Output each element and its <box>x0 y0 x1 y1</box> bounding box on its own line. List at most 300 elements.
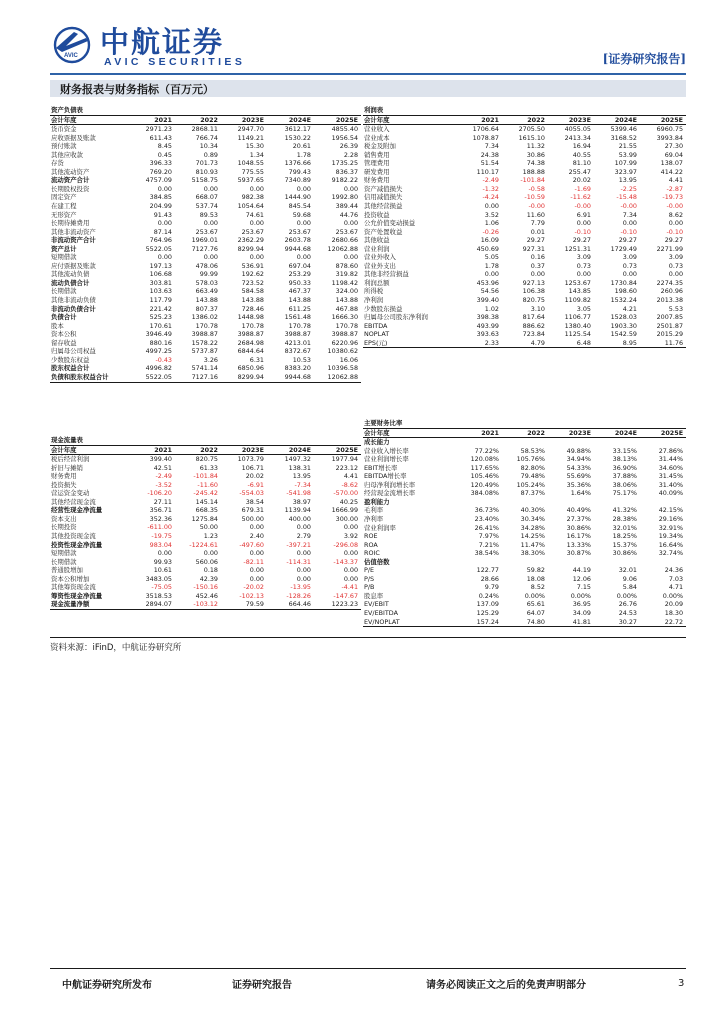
cell-value: -11.60 <box>197 480 218 489</box>
cell-value: 1706.64 <box>472 125 499 134</box>
cell-value: 2.40 <box>249 532 264 541</box>
cell-value: 13.95 <box>292 472 311 481</box>
cell-value: 878.60 <box>335 261 359 270</box>
cell-value: 2947.70 <box>237 125 264 134</box>
cell-value: 11.47% <box>520 540 545 549</box>
cell-value: 3483.05 <box>145 574 172 583</box>
row-label: 股本 <box>51 321 64 330</box>
table-row <box>50 339 361 348</box>
row-label: 其他流动负债 <box>51 270 90 279</box>
cell-value: 44.19 <box>572 566 591 575</box>
cell-value: 6960.75 <box>656 125 684 134</box>
cell-value: -147.67 <box>333 591 359 600</box>
cell-value: 399.40 <box>476 296 499 305</box>
cell-value: 3.26 <box>203 355 218 364</box>
cell-value: 54.33% <box>566 463 591 472</box>
cell-value: -296.08 <box>333 540 359 549</box>
cell-value: -3.52 <box>155 480 172 489</box>
cell-value: 478.06 <box>195 261 218 270</box>
table-row <box>50 464 361 473</box>
table-header-row <box>363 428 686 438</box>
cell-value: 26.41% <box>474 523 499 532</box>
cell-value: 3612.17 <box>284 125 311 134</box>
cell-value: 38.54 <box>245 497 264 506</box>
header-year: 2024E <box>267 445 314 455</box>
cell-value: 0.00 <box>484 202 499 211</box>
cash-flow-table <box>50 436 361 610</box>
table-row <box>50 558 361 567</box>
table-row <box>50 193 361 202</box>
cell-value: 5522.05 <box>129 373 175 382</box>
cell-value: 30.86% <box>566 523 591 532</box>
cell-value: 4.71 <box>668 583 684 592</box>
cell-value: 2015.29 <box>656 330 684 339</box>
table-row <box>50 270 361 279</box>
cell-value: 0.00 <box>343 566 359 575</box>
cell-value: 560.06 <box>195 557 218 566</box>
cell-value: 117.65% <box>470 463 499 472</box>
cell-value: 723.52 <box>241 278 264 287</box>
cell-value: 8.95 <box>594 339 640 348</box>
cell-value: 2274.35 <box>656 278 684 287</box>
cell-value <box>548 498 594 507</box>
cell-value: 170.78 <box>288 321 311 330</box>
cell-value: 81.10 <box>572 159 591 168</box>
cell-value: 7340.89 <box>284 176 311 185</box>
cell-value: 8372.67 <box>284 347 311 356</box>
cell-value: 1109.82 <box>564 296 591 305</box>
table-row <box>50 159 361 168</box>
cell-value: 3946.49 <box>145 330 172 339</box>
cell-value: 1561.48 <box>284 313 311 322</box>
cell-value: 40.09% <box>658 489 684 498</box>
row-label: 长期借款 <box>51 557 77 566</box>
cell-value: 398.38 <box>476 313 499 322</box>
table-row <box>50 279 361 288</box>
row-label: 经营性现金净流量 <box>51 506 103 515</box>
cell-value: 32.01% <box>612 523 637 532</box>
cell-value: -106.20 <box>147 489 172 498</box>
cell-value: 2894.07 <box>129 600 175 609</box>
row-label: 少数股东损益 <box>364 304 403 313</box>
table-header-row <box>363 115 686 125</box>
cell-value: -6.91 <box>247 480 264 489</box>
cell-value: 1.64% <box>570 489 591 498</box>
row-label: 营业利润 <box>364 244 390 253</box>
cell-value: 253.67 <box>241 227 264 236</box>
row-label: 营业利润率 <box>364 523 396 532</box>
cell-value: 0.00 <box>203 549 218 558</box>
cell-value: 18.30 <box>664 609 684 618</box>
cell-value: 8.45 <box>157 142 172 151</box>
cell-value: 120.08% <box>470 455 499 464</box>
row-label: 负债和股东权益合计 <box>50 373 129 382</box>
cell-value: 880.16 <box>149 338 172 347</box>
cell-value: 886.62 <box>522 321 545 330</box>
cell-value: 40.25 <box>339 497 359 506</box>
cell-value: 1448.98 <box>237 313 264 322</box>
cell-value: 2.33 <box>456 339 502 348</box>
cell-value: 34.28% <box>520 523 545 532</box>
table-row <box>50 373 361 382</box>
cell-value: 0.00 <box>296 219 311 228</box>
cell-value: 927.13 <box>522 278 545 287</box>
cell-value: -1.69 <box>574 184 591 193</box>
cell-value: 59.82 <box>526 566 545 575</box>
table-row <box>363 455 686 464</box>
cell-value: 74.61 <box>245 210 264 219</box>
table-row <box>363 618 686 627</box>
cell-value: 356.71 <box>149 506 172 515</box>
cell-value: -554.03 <box>239 489 264 498</box>
cell-value: 253.29 <box>288 270 311 279</box>
table-row <box>50 219 361 228</box>
cell-value: 0.73 <box>622 261 637 270</box>
cell-value: 110.17 <box>476 167 499 176</box>
cell-value: 1251.31 <box>564 244 591 253</box>
row-label: 折旧与摊销 <box>51 463 83 472</box>
cell-value: -0.10 <box>620 227 637 236</box>
cell-value: 16.64% <box>658 540 684 549</box>
cell-value: 1903.30 <box>610 321 637 330</box>
row-label: 营业收入 <box>364 125 390 134</box>
row-label: 管理费用 <box>364 159 390 168</box>
financial-ratios-table <box>363 419 686 627</box>
cell-value: 1615.10 <box>518 133 545 142</box>
cell-value: 11.32 <box>526 142 545 151</box>
cell-value: 170.61 <box>149 321 172 330</box>
cell-value: 5399.46 <box>610 125 637 134</box>
cell-value: 18.08 <box>526 574 545 583</box>
cell-value: 41.81 <box>548 618 594 627</box>
cell-value: 69.04 <box>664 150 684 159</box>
row-label: ROE <box>364 532 378 541</box>
cell-value: 12.06 <box>572 574 591 583</box>
cell-value: 0.00 <box>249 566 264 575</box>
row-label: 研发费用 <box>364 167 390 176</box>
table-row <box>363 202 686 211</box>
table-row <box>50 185 361 194</box>
table-row <box>363 515 686 524</box>
cell-value: 7.15 <box>576 583 591 592</box>
row-label: NOPLAT <box>364 330 390 339</box>
row-label: 非流动负债合计 <box>51 304 96 313</box>
cell-value: 5937.65 <box>237 176 264 185</box>
cell-value: 2603.78 <box>284 236 311 245</box>
cell-value: 27.11 <box>153 497 172 506</box>
cell-value: 9944.68 <box>267 373 314 382</box>
cell-value: 10380.62 <box>327 347 359 356</box>
cell-value: 728.46 <box>241 304 264 313</box>
row-label: 所得税 <box>364 287 384 296</box>
cell-value: 103.63 <box>149 287 172 296</box>
cell-value: 65.61 <box>526 600 545 609</box>
header-year: 2025E <box>640 115 686 125</box>
cell-value: 138.07 <box>660 159 684 168</box>
cell-value: 1198.42 <box>331 278 359 287</box>
cell-value: 467.37 <box>288 287 311 296</box>
cell-value: 204.99 <box>149 202 172 211</box>
table-row <box>363 142 686 151</box>
cell-value: 28.38% <box>612 515 637 524</box>
row-label: 营业外支出 <box>364 261 396 270</box>
row-label: 流动资产合计 <box>51 176 90 185</box>
cell-value: 1956.54 <box>331 133 359 142</box>
cell-value: 7.79 <box>530 219 545 228</box>
cell-value: 54.56 <box>480 287 499 296</box>
table-row <box>363 447 686 456</box>
table-row <box>50 600 361 609</box>
cell-value <box>456 498 502 507</box>
table-row <box>363 245 686 254</box>
cell-value: 820.75 <box>522 296 545 305</box>
cell-value: 2868.11 <box>191 125 218 134</box>
table-row <box>363 305 686 314</box>
table-row <box>363 541 686 550</box>
cell-value: 0.00 <box>203 219 218 228</box>
row-label: 现金流量净额 <box>50 600 129 609</box>
cell-value: 170.78 <box>335 321 359 330</box>
cell-value: 30.87% <box>566 549 591 558</box>
cell-value: 664.46 <box>267 600 314 609</box>
cell-value: 668.35 <box>195 506 218 515</box>
table-header-row <box>50 115 361 125</box>
cell-value: 1578.22 <box>191 338 218 347</box>
cell-value: 1497.32 <box>284 455 311 464</box>
cell-value: -611.00 <box>147 523 172 532</box>
cell-value: 1054.64 <box>237 202 264 211</box>
cell-value: 982.38 <box>241 193 264 202</box>
table-row <box>50 305 361 314</box>
table-row <box>363 270 686 279</box>
cell-value: 137.09 <box>476 600 499 609</box>
cell-value: 106.38 <box>522 287 545 296</box>
cell-value: 807.37 <box>195 304 218 313</box>
row-label: 预付账款 <box>51 142 77 151</box>
row-label: 长期股权投资 <box>51 184 90 193</box>
cell-value: 1386.02 <box>191 313 218 322</box>
cell-value: 1977.94 <box>331 455 359 464</box>
cell-value: 6.91 <box>576 210 591 219</box>
cell-value: -245.42 <box>193 489 218 498</box>
cell-value <box>640 438 686 447</box>
cell-value: 352.36 <box>149 514 172 523</box>
table-row <box>363 592 686 601</box>
cell-value: 810.93 <box>195 167 218 176</box>
cell-value: 10396.58 <box>327 364 359 373</box>
header-year: 2022 <box>502 115 548 125</box>
cell-value <box>502 498 548 507</box>
row-label: 其他投资现金流 <box>51 532 96 541</box>
cell-value: 53.99 <box>618 150 637 159</box>
cell-value: 8.52 <box>530 583 545 592</box>
cell-value: 79.48% <box>520 472 545 481</box>
cell-value: 32.74% <box>658 549 684 558</box>
cell-value: 303.81 <box>149 278 172 287</box>
table-row <box>363 236 686 245</box>
cell-value: 20.02 <box>245 472 264 481</box>
row-label: 资本公积 <box>51 330 77 339</box>
row-label: 归属母公司权益 <box>51 347 96 356</box>
cell-value: 143.88 <box>195 296 218 305</box>
cell-value: 611.43 <box>149 133 172 142</box>
cell-value: 2.79 <box>296 532 311 541</box>
cell-value: 1530.22 <box>284 133 311 142</box>
cell-value: -7.34 <box>294 480 311 489</box>
cell-value: 13.95 <box>618 176 637 185</box>
row-label: 税金及附加 <box>364 142 396 151</box>
section-banner <box>50 80 686 97</box>
cell-value: 1528.03 <box>610 313 637 322</box>
cell-value: 10.61 <box>153 566 172 575</box>
table-row <box>50 541 361 550</box>
table-row <box>50 142 361 151</box>
income-statement-table <box>363 106 686 348</box>
cell-value: -20.02 <box>243 583 264 592</box>
cell-value <box>594 498 640 507</box>
table-row <box>50 583 361 592</box>
row-label: 长期借款 <box>51 287 77 296</box>
table-row <box>363 583 686 592</box>
cell-value: 18.25% <box>612 532 637 541</box>
table-row <box>363 262 686 271</box>
cell-value: 769.20 <box>149 167 172 176</box>
cell-value: 38.97 <box>292 497 311 506</box>
cell-value <box>548 558 594 567</box>
row-label: 投资性现金净流量 <box>51 540 103 549</box>
cell-value: 3988.87 <box>191 330 218 339</box>
cell-value: 16.09 <box>480 236 499 245</box>
footer-disclaimer: 请务必阅读正文之后的免责声明部分 <box>426 980 586 991</box>
table-row <box>50 356 361 365</box>
cell-value: 323.97 <box>614 167 637 176</box>
cell-value: 5.53 <box>668 304 684 313</box>
cell-value: 11.76 <box>640 339 686 348</box>
table-row <box>50 313 361 322</box>
row-label: 留存收益 <box>51 338 77 347</box>
cell-value: 3518.53 <box>145 591 172 600</box>
header-year: 2025E <box>314 445 361 455</box>
row-label: P/S <box>364 574 375 583</box>
cell-value: -4.24 <box>482 193 499 202</box>
row-label: EBITDA <box>364 321 388 330</box>
cell-value: -0.10 <box>574 227 591 236</box>
cell-value: 2684.98 <box>237 338 264 347</box>
cell-value: -15.48 <box>616 193 637 202</box>
avic-logo-icon <box>52 24 92 64</box>
cell-value: -1224.61 <box>189 540 218 549</box>
cell-value: 3993.84 <box>656 133 684 142</box>
cell-value: 775.55 <box>241 167 264 176</box>
row-label: 少数股东权益 <box>51 355 90 364</box>
cell-value: -397.21 <box>286 540 311 549</box>
cell-value: 764.96 <box>149 236 172 245</box>
cell-value: 4855.40 <box>331 125 359 134</box>
table-row <box>363 330 686 339</box>
table-row <box>50 168 361 177</box>
header-year: 2024E <box>267 115 314 125</box>
cell-value: 4.79 <box>502 339 548 348</box>
cell-value: 6844.64 <box>237 347 264 356</box>
cell-value: 467.88 <box>335 304 359 313</box>
cell-value: 99.99 <box>199 270 218 279</box>
cell-value: 300.00 <box>335 514 359 523</box>
row-label: 短期借款 <box>51 253 77 262</box>
cell-value: 143.88 <box>288 296 311 305</box>
cell-value: 0.00 <box>343 253 359 262</box>
table-row <box>363 219 686 228</box>
cell-value: 0.00 <box>343 523 359 532</box>
cell-value: 36.95 <box>572 600 591 609</box>
cell-value: -2.25 <box>620 184 637 193</box>
row-label: 其他经营现金流 <box>51 497 96 506</box>
cell-value: 32.91% <box>658 523 684 532</box>
cell-value: -497.60 <box>239 540 264 549</box>
cell-value: 723.84 <box>522 330 545 339</box>
cell-value: 0.00 <box>249 523 264 532</box>
cell-value: 2.28 <box>343 150 359 159</box>
cell-value: 0.73 <box>576 261 591 270</box>
cell-value: 836.37 <box>335 167 359 176</box>
cell-value: 24.53 <box>618 609 637 618</box>
row-label: 销售费用 <box>364 150 390 159</box>
cell-value: 143.85 <box>568 287 591 296</box>
cell-value: -101.84 <box>193 472 218 481</box>
cell-value <box>594 558 640 567</box>
cell-value: 0.00% <box>524 591 545 600</box>
cell-value: 16.06 <box>339 355 359 364</box>
cell-value: 87.14 <box>153 227 172 236</box>
table-row <box>50 262 361 271</box>
cell-value: 30.27 <box>594 618 640 627</box>
cell-value: 145.14 <box>195 497 218 506</box>
table-row <box>50 506 361 515</box>
cell-value: 122.77 <box>476 566 499 575</box>
cell-value: 11.60 <box>526 210 545 219</box>
cell-value: 107.99 <box>614 159 637 168</box>
row-label: 流动负债合计 <box>51 278 90 287</box>
cell-value: 8.62 <box>668 210 684 219</box>
cell-value: 0.16 <box>530 253 545 262</box>
cell-value: 2680.66 <box>331 236 359 245</box>
cell-value: 59.68 <box>292 210 311 219</box>
row-label: 营业外收入 <box>364 253 396 262</box>
cell-value: 10.34 <box>199 142 218 151</box>
cell-value: -2.87 <box>666 184 684 193</box>
cell-value: 0.00 <box>576 270 591 279</box>
table-row <box>363 498 686 507</box>
cell-value: 38.30% <box>520 549 545 558</box>
cell-value: 20.61 <box>292 142 311 151</box>
section-title: 财务报表与财务指标（百万元） <box>60 83 214 96</box>
row-label: 盈利能力 <box>364 497 390 506</box>
table-row <box>50 515 361 524</box>
cell-value: 701.73 <box>195 159 218 168</box>
table-row <box>363 168 686 177</box>
row-label: ROIC <box>364 549 380 558</box>
cell-value: 64.07 <box>526 609 545 618</box>
row-label: 股息率 <box>364 591 384 600</box>
cell-value: -150.16 <box>193 583 218 592</box>
cell-value: 400.00 <box>288 514 311 523</box>
cell-value: 10.53 <box>292 355 311 364</box>
cell-value: 0.45 <box>157 150 172 159</box>
cell-value: 4.41 <box>668 176 684 185</box>
table-row <box>363 151 686 160</box>
table-row <box>50 523 361 532</box>
cell-value: 29.27 <box>664 236 684 245</box>
cell-value: 61.33 <box>199 463 218 472</box>
